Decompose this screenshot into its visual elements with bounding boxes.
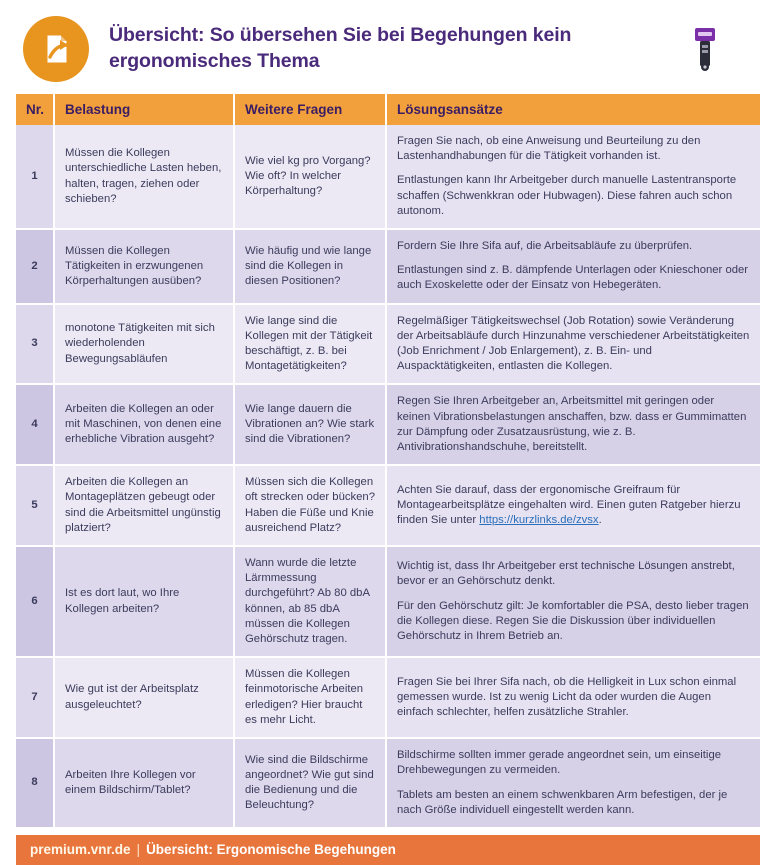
row-loesungsansaetze [386, 738, 760, 828]
page-title: Übersicht: So übersehen Sie bei Begehungen kein ergonomisches Thema [109, 24, 572, 72]
footer-separator: | [136, 842, 141, 858]
table-row [16, 125, 760, 229]
row-belastung: Müssen die Kollegen unterschiedliche Lasten heben, halten, tragen, ziehen oder schieben? [54, 125, 234, 229]
solution-paragraph: Regen Sie Ihren Arbeitgeber an, Arbeitsmittel mit geringen oder keinen Vibrationsbelastungen anschaffen, bzw. dass er Gummimatten zur Dämpfung oder Zusatzausrüstung, wie z. B. Antivibrationshandschuhe, bereitstellt. [397, 395, 747, 454]
solution-paragraph: Fragen Sie bei Ihrer Sifa nach, ob die Helligkeit in Lux schon einmal gemessen wurde. Ist zu wenig Licht da oder wurden die Augen einfach schlechter, helfen zusätzliche Strahler. [397, 675, 737, 719]
row-belastung: Wie gut ist der Arbeitsplatz ausgeleuchtet? [54, 657, 234, 738]
solution-paragraph: Fordern Sie Ihre Sifa auf, die Arbeitsabläufe zu überprüfen. [397, 240, 693, 253]
row-weitere-fragen: Wie sind die Bildschirme angeordnet? Wie gut sind die Bedienung und die Beleuchtung? [234, 738, 386, 828]
column-header-loesungsansaetze: Lösungsansätze [386, 94, 760, 125]
document-arrow-icon [23, 16, 89, 82]
external-link[interactable]: https://kurzlinks.de/zvsx [479, 514, 599, 527]
solution-paragraph: Wichtig ist, dass Ihr Arbeitgeber erst technische Lösungen anstrebt, bevor er an Gehörschutz denkt. [397, 560, 735, 588]
table-header-row [16, 94, 760, 125]
footer-brand[interactable]: premium.vnr.de [30, 842, 131, 858]
document-header [16, 0, 760, 92]
row-number: 7 [16, 657, 54, 738]
row-loesungsansaetze [386, 304, 760, 385]
row-number: 3 [16, 304, 54, 385]
table-row [16, 657, 760, 738]
row-belastung: Müssen die Kollegen Tätigkeiten in erzwungenen Körperhaltungen ausüben? [54, 229, 234, 304]
solution-paragraph [397, 483, 750, 529]
row-weitere-fragen: Wann wurde die letzte Lärmmessung durchgeführt? Ab 80 dbA können, ab 85 dbA müssen die Kollegen Gehörschutz tragen. [234, 546, 386, 657]
solution-paragraph: Entlastungen kann Ihr Arbeitgeber durch manuelle Lastentransporte schaffen (Schwenkkran oder Hubwagen). Diese fahren auch schon autonom. [397, 174, 737, 217]
row-number: 2 [16, 229, 54, 304]
row-number: 8 [16, 738, 54, 828]
footer-title: Übersicht: Ergonomische Begehungen [146, 842, 396, 858]
solution-text: Achten Sie darauf, dass der ergonomische Greifraum für Montagearbeitsplätze eingehalten wird. Einen guten Ratgeber hierzu finden Sie unter [397, 483, 741, 527]
row-number: 4 [16, 384, 54, 465]
row-loesungsansaetze [386, 384, 760, 465]
solution-paragraph: Regelmäßiger Tätigkeitswechsel (Job Rotation) sowie Veränderung der Arbeitsabläufe durch Hinzunahme verschiedener Arbeitstätigkeiten (Job Enrichment / Job Enlargement), z. B. Ein- und Auspacktätigkeiten, entlasten die Kollegen. [397, 314, 750, 373]
row-number: 6 [16, 546, 54, 657]
row-number: 1 [16, 125, 54, 229]
row-belastung: Arbeiten Ihre Kollegen vor einem Bildschirm/Tablet? [54, 738, 234, 828]
usb-stick-icon [692, 26, 718, 74]
solution-paragraph: Tablets am besten an einem schwenkbaren Arm befestigen, der je nach Größe individuell eingestellt werden kann. [397, 788, 728, 816]
column-header-weitere-fragen: Weitere Fragen [234, 94, 386, 125]
row-loesungsansaetze [386, 125, 760, 229]
solution-paragraph: Entlastungen sind z. B. dämpfende Unterlagen oder Knieschoner oder auch Exoskelette oder der Einsatz von Hebegeräten. [397, 264, 749, 292]
row-weitere-fragen: Müssen die Kollegen feinmotorische Arbeiten erledigen? Hier braucht es mehr Licht. [234, 657, 386, 738]
ergonomics-checklist-table [16, 94, 760, 829]
table-row [16, 738, 760, 828]
table-row [16, 304, 760, 385]
row-weitere-fragen: Wie lange sind die Kollegen mit der Tätigkeit beschäftigt, z. B. bei Montagetätigkeiten? [234, 304, 386, 385]
row-belastung: Arbeiten die Kollegen an Montageplätzen gebeugt oder sind die Arbeitsmittel ungünstig platziert? [54, 465, 234, 546]
row-belastung: monotone Tätigkeiten mit sich wiederholenden Bewegungsabläufen [54, 304, 234, 385]
solution-paragraph: Fragen Sie nach, ob eine Anweisung und Beurteilung zu den Lastenhandhabungen für die Tätigkeit vorhanden ist. [397, 135, 701, 163]
solution-paragraph: Bildschirme sollten immer gerade angeordnet sein, um einseitige Drehbewegungen zu vermeiden. [397, 749, 722, 777]
document-footer [16, 835, 760, 865]
table-row [16, 465, 760, 546]
table-row [16, 384, 760, 465]
table-row [16, 546, 760, 657]
row-weitere-fragen: Müssen sich die Kollegen oft strecken oder bücken? Haben die Füße und Knie ausreichend Platz? [234, 465, 386, 546]
row-number: 5 [16, 465, 54, 546]
table-row [16, 229, 760, 304]
column-header-belastung: Belastung [54, 94, 234, 125]
column-header-nr: Nr. [16, 94, 54, 125]
row-weitere-fragen: Wie viel kg pro Vorgang? Wie oft? In welcher Körperhaltung? [234, 125, 386, 229]
row-loesungsansaetze [386, 465, 760, 546]
row-belastung: Ist es dort laut, wo Ihre Kollegen arbeiten? [54, 546, 234, 657]
row-weitere-fragen: Wie häufig und wie lange sind die Kollegen in diesen Positionen? [234, 229, 386, 304]
row-loesungsansaetze [386, 657, 760, 738]
row-loesungsansaetze [386, 546, 760, 657]
row-weitere-fragen: Wie lange dauern die Vibrationen an? Wie stark sind die Vibrationen? [234, 384, 386, 465]
row-loesungsansaetze [386, 229, 760, 304]
row-belastung: Arbeiten die Kollegen an oder mit Maschinen, von denen eine erhebliche Vibration ausgeht? [54, 384, 234, 465]
solution-paragraph: Für den Gehörschutz gilt: Je komfortabler die PSA, desto lieber tragen die Kollegen diese. Regen Sie die Diskussion über individuellen Gehörschutz in Ihrem Betrieb an. [397, 599, 749, 642]
solution-text-suffix: . [598, 514, 602, 527]
